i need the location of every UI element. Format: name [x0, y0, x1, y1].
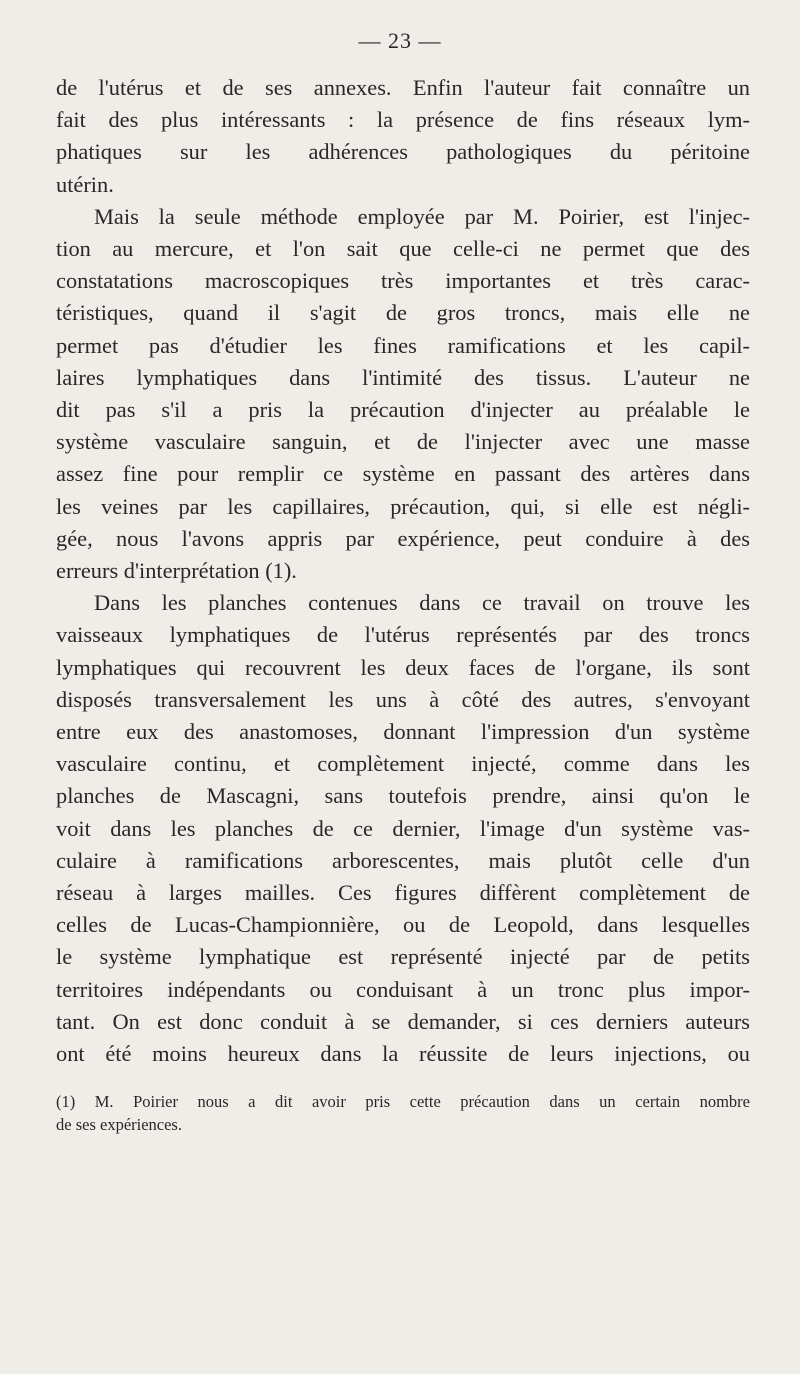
text-line: celles de Lucas-Championnière, ou de Leopold, dans lesquelles [56, 912, 750, 938]
text-line: système vasculaire sanguin, et de l'injecter avec une masse [56, 429, 750, 455]
page-number: — 23 — [358, 28, 442, 53]
text-line: entre eux des anastomoses, donnant l'impression d'un système [56, 719, 750, 745]
text-line: téristiques, quand il s'agit de gros troncs, mais elle ne [56, 300, 750, 326]
footnote-line: (1) M. Poirier nous a dit avoir pris cette précaution dans un certain nombre [56, 1092, 750, 1111]
text-line: tant. On est donc conduit à se demander, si ces derniers auteurs [56, 1008, 750, 1034]
text-line: le système lymphatique est représenté injecté par de petits [56, 944, 750, 970]
text-line: erreurs d'interprétation (1). [56, 558, 297, 584]
footnote-line: de ses expériences. [56, 1115, 182, 1134]
text-line: vaisseaux lymphatiques de l'utérus représentés par des troncs [56, 622, 750, 648]
text-line: voit dans les planches de ce dernier, l'image d'un système vas- [56, 815, 750, 841]
text-line: utérin. [56, 171, 114, 197]
text-line: culaire à ramifications arborescentes, mais plutôt celle d'un [56, 847, 750, 873]
text-line: ont été moins heureux dans la réussite de leurs injections, ou [56, 1041, 750, 1067]
footnote [56, 1090, 750, 1136]
text-line: Mais la seule méthode employée par M. Poirier, est l'injec- [94, 203, 750, 229]
text-line: dit pas s'il a pris la précaution d'injecter au préalable le [56, 397, 750, 423]
text-line: gée, nous l'avons appris par expérience, peut conduire à des [56, 525, 750, 551]
text-line: tion au mercure, et l'on sait que celle-ci ne permet que des [56, 236, 750, 262]
text-line: permet pas d'étudier les fines ramifications et les capil- [56, 332, 750, 358]
text-line: assez fine pour remplir ce système en passant des artères dans [56, 461, 750, 487]
text-line: de l'utérus et de ses annexes. Enfin l'auteur fait connaître un [56, 75, 750, 100]
text-line: disposés transversalement les uns à côté des autres, s'envoyant [56, 686, 750, 712]
text-line: planches de Mascagni, sans toutefois prendre, ainsi qu'on le [56, 783, 750, 809]
text-line: phatiques sur les adhérences pathologiques du péritoine [56, 139, 750, 165]
text-line: fait des plus intéressants : la présence de fins réseaux lym- [56, 107, 750, 133]
text-line: laires lymphatiques dans l'intimité des tissus. L'auteur ne [56, 364, 750, 390]
text-line: constatations macroscopiques très importantes et très carac- [56, 268, 750, 294]
text-line: lymphatiques qui recouvrent les deux faces de l'organe, ils sont [56, 654, 750, 680]
text-line: réseau à larges mailles. Ces figures diffèrent complètement de [56, 880, 750, 906]
body-text [56, 72, 750, 1070]
text-line: vasculaire continu, et complètement injecté, comme dans les [56, 751, 750, 777]
text-line: Dans les planches contenues dans ce travail on trouve les [94, 590, 750, 616]
text-line: territoires indépendants ou conduisant à un tronc plus impor- [56, 976, 750, 1002]
text-line: les veines par les capillaires, précaution, qui, si elle est négli- [56, 493, 750, 519]
